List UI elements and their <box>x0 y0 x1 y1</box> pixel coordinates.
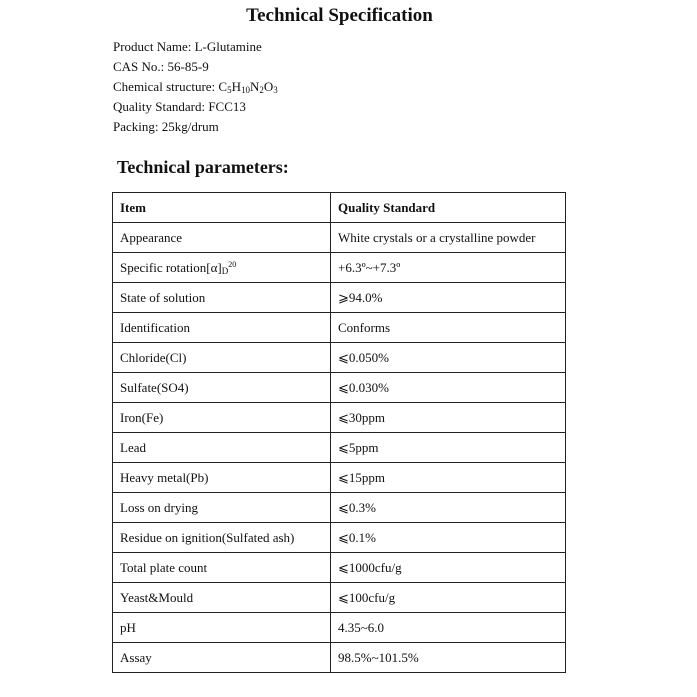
cell-item <box>113 223 331 253</box>
cell-item <box>113 283 331 313</box>
cell-quality-standard: ⩽0.030% <box>331 373 566 403</box>
chemical-formula <box>218 79 277 94</box>
cell-quality-standard: ⩽15ppm <box>331 463 566 493</box>
section-heading: Technical parameters: <box>117 157 289 177</box>
item-label: Iron(Fe) <box>120 409 164 425</box>
item-label: Total plate count <box>120 559 208 575</box>
table-row <box>113 403 566 433</box>
table-row <box>113 253 566 283</box>
table-row <box>113 613 566 643</box>
cell-item <box>113 433 331 463</box>
product-name: Product Name: L-Glutamine <box>113 39 262 54</box>
cell-item <box>113 313 331 343</box>
cell-quality-standard: 98.5%~101.5% <box>331 643 566 673</box>
cell-quality-standard: ⩽0.050% <box>331 343 566 373</box>
table-header-row <box>113 193 566 223</box>
cell-quality-standard: ⩽100cfu/g <box>331 583 566 613</box>
cell-quality-standard: ⩽1000cfu/g <box>331 553 566 583</box>
cell-item <box>113 493 331 523</box>
chemical-structure-label: Chemical structure: <box>113 79 219 94</box>
item-label: Sulfate(SO4) <box>120 379 189 395</box>
cell-quality-standard: ⩽0.3% <box>331 493 566 523</box>
cell-item <box>113 253 331 283</box>
cell-quality-standard: ⩽30ppm <box>331 403 566 433</box>
item-subscript: D <box>221 265 229 276</box>
table-row <box>113 493 566 523</box>
cell-quality-standard: ⩾94.0% <box>331 283 566 313</box>
product-info <box>113 37 278 137</box>
table-row <box>113 583 566 613</box>
item-label: pH <box>120 619 136 635</box>
cell-item <box>113 343 331 373</box>
table-row <box>113 283 566 313</box>
item-label: Loss on drying <box>120 499 198 515</box>
formula-element: O <box>263 79 274 94</box>
table-row <box>113 313 566 343</box>
chemical-structure <box>113 77 278 97</box>
item-label: Residue on ignition(Sulfated ash) <box>120 529 295 545</box>
cell-quality-standard: ⩽5ppm <box>331 433 566 463</box>
cell-item <box>113 373 331 403</box>
table-row <box>113 343 566 373</box>
formula-element: C <box>218 79 228 94</box>
cell-quality-standard: ⩽0.1% <box>331 523 566 553</box>
item-label: Specific rotation[α] <box>120 259 222 275</box>
cell-quality-standard: +6.3º~+7.3º <box>331 253 566 283</box>
formula-element: H <box>231 79 241 94</box>
formula-element: N <box>249 79 260 94</box>
table-row <box>113 553 566 583</box>
formula-subscript: 3 <box>273 85 278 95</box>
cell-quality-standard: White crystals or a crystalline powder <box>331 223 566 253</box>
item-label: Yeast&Mould <box>120 589 194 605</box>
header-quality-standard: Quality Standard <box>331 193 566 223</box>
item-label: Chloride(Cl) <box>120 349 187 365</box>
table-row <box>113 463 566 493</box>
item-label: Identification <box>120 319 191 335</box>
item-superscript: 20 <box>228 259 237 269</box>
table-row <box>113 373 566 403</box>
table-row <box>113 223 566 253</box>
formula-subscript: 2 <box>259 85 264 95</box>
packing: Packing: 25kg/drum <box>113 119 219 134</box>
item-label: Appearance <box>120 229 183 245</box>
cell-item <box>113 403 331 433</box>
item-label: State of solution <box>120 289 206 305</box>
cell-item <box>113 523 331 553</box>
document-title: Technical Specification <box>246 5 433 26</box>
table-row <box>113 523 566 553</box>
cell-quality-standard: 4.35~6.0 <box>331 613 566 643</box>
cell-item <box>113 613 331 643</box>
cell-item <box>113 583 331 613</box>
item-label: Lead <box>120 439 146 455</box>
table-body <box>113 223 566 673</box>
item-label: Heavy metal(Pb) <box>120 469 209 485</box>
cas-number: CAS No.: 56-85-9 <box>113 59 209 74</box>
quality-standard: Quality Standard: FCC13 <box>113 99 246 114</box>
parameters-table <box>112 192 566 673</box>
cell-quality-standard: Conforms <box>331 313 566 343</box>
cell-item <box>113 463 331 493</box>
cell-item <box>113 553 331 583</box>
header-item: Item <box>113 193 331 223</box>
table-row <box>113 643 566 673</box>
formula-subscript: 10 <box>240 85 250 95</box>
formula-subscript: 5 <box>227 85 232 95</box>
item-label: Assay <box>120 649 152 665</box>
table-row <box>113 433 566 463</box>
cell-item <box>113 643 331 673</box>
